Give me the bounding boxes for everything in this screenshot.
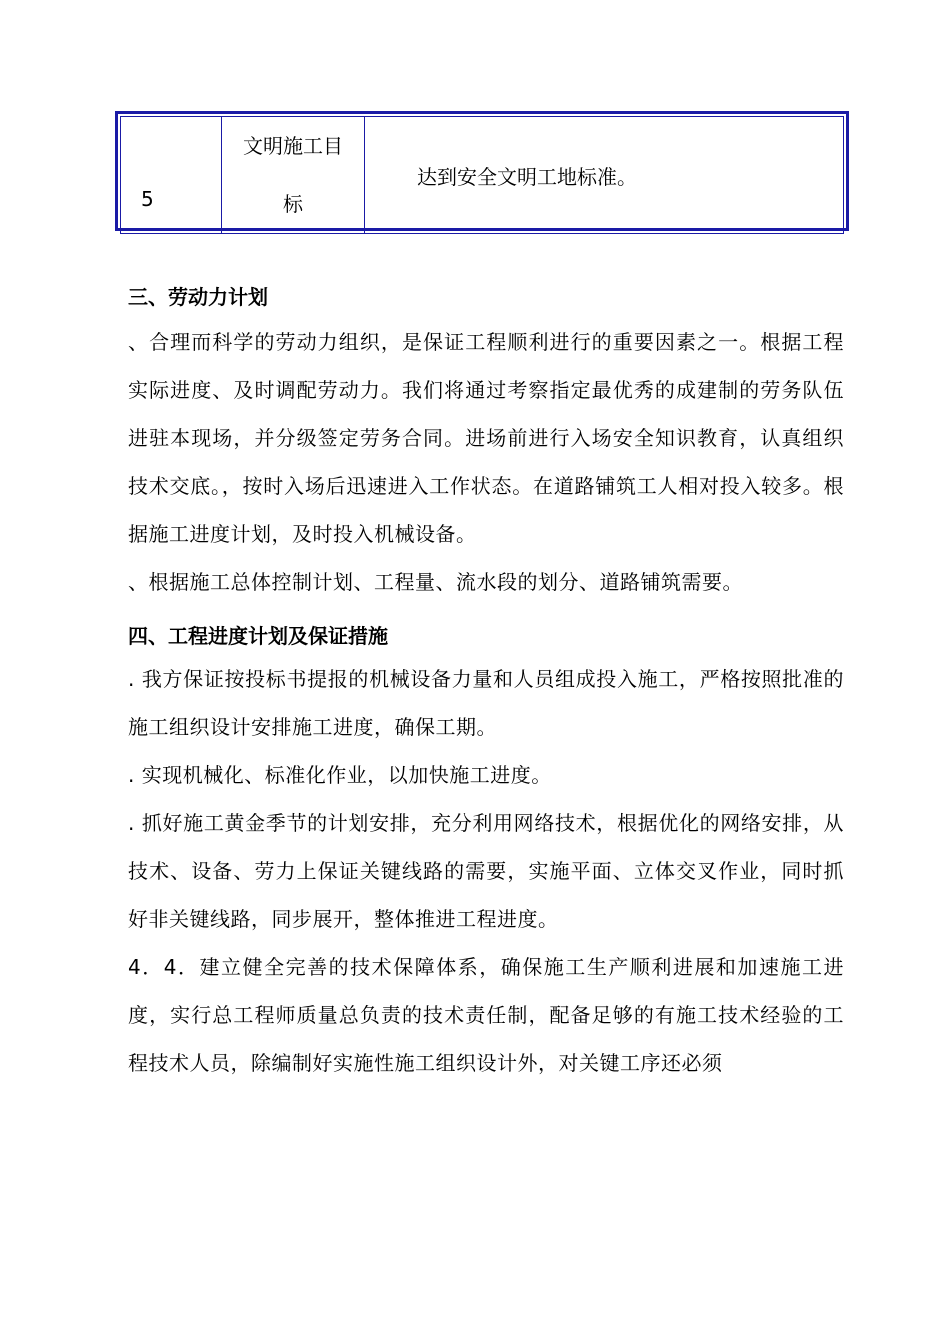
goal-table-grid (120, 116, 844, 234)
section-heading-labor: 三、劳动力计划 (128, 285, 268, 309)
paragraph-schedule-4: 4．4．建立健全完善的技术保障体系，确保施工生产顺利进展和加速施工进度，实行总工程师质量总负责的技术责任制，配备足够的有施工技术经验的工程技术人员，除编制好实施性施工组织设计外，对关键工序还必须 (128, 955, 844, 1075)
row-item-content: 达到安全文明工地标准。 (365, 117, 844, 234)
paragraph-schedule-3: . 抓好施工黄金季节的计划安排，充分利用网络技术，根据优化的网络安排，从技术、设备、劳力上保证关键线路的需要，实施平面、立体交叉作业，同时抓好非关键线路，同步展开，整体推进工程进度。 (128, 811, 844, 931)
paragraph-schedule-2: . 实现机械化、标准化作业，以加快施工进度。 (128, 763, 552, 787)
goal-table (115, 111, 849, 231)
paragraph-schedule-1: . 我方保证按投标书提报的机械设备力量和人员组成投入施工，严格按照批准的施工组织设计安排施工进度，确保工期。 (128, 667, 844, 739)
paragraph-labor-organization: 、合理而科学的劳动力组织，是保证工程顺利进行的重要因素之一。根据工程实际进度、及时调配劳动力。我们将通过考察指定最优秀的成建制的劳务队伍进驻本现场，并分级签定劳务合同。进场前进行入场安全知识教育，认真组织技术交底。，按时入场后迅速进入工作状态。在道路铺筑工人相对投入较多。根据施工进度计划，及时投入机械设备。 (128, 330, 844, 546)
table-row (121, 117, 844, 234)
section-heading-schedule: 四、工程进度计划及保证措施 (128, 624, 388, 648)
row-number: 5 (121, 117, 222, 234)
row-item-name-line2: 标 (283, 192, 303, 216)
row-item-name-line1: 文明施工目 (243, 134, 343, 158)
paragraph-labor-plan: 、根据施工总体控制计划、工程量、流水段的划分、道路铺筑需要。 (128, 570, 743, 594)
row-item-name (222, 117, 365, 234)
